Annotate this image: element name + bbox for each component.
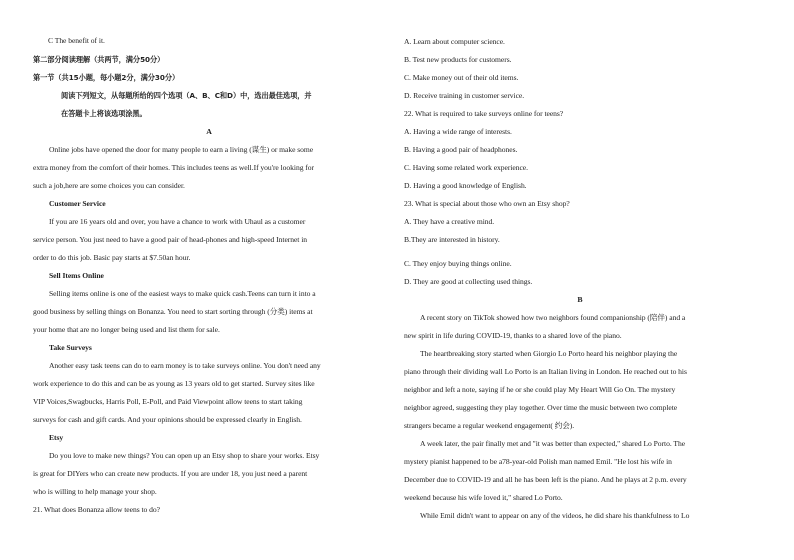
passage-b-paragraph-3-line: mystery pianist happened to be a78-year-old Polish man named Emil. "He lost his wife in [404,457,672,466]
section-one-heading: 第一节（共15小题，每小题2分，满分30分） [33,73,180,82]
q22-option-b: B. Having a good pair of headphones. [404,145,518,154]
passage-b-paragraph-2-line: strangers became a regular weekend engagement( 约会). [404,421,575,430]
take-surveys-line: surveys for cash and gift cards. And your opinions should be expressed clearly in English. [33,415,302,424]
customer-service-line: order to do this job. Basic pay starts at $7.50an hour. [33,253,191,262]
customer-service-line: service person. You just need to have a good pair of head-phones and high-speed Internet in [33,235,308,244]
q22-option-a: A. Having a wide range of interests. [404,127,512,136]
instruction-line-2: 在答题卡上将该选项涂黑。 [61,109,147,118]
take-surveys-line: Another easy task teens can do to earn money is to take surveys online. You don't need any [49,361,321,370]
passage-a-paragraph-1-line: such a job,here are some choices you can consider. [33,181,185,190]
sell-items-line: good business by selling things on Bonanza. You need to start sorting through (分类) items at [33,307,313,316]
passage-b-paragraph-3-line: A week later, the pair finally met and "it was better than expected," shared Lo Porto. The [420,439,686,448]
question-23: 23. What is special about those who own an Etsy shop? [404,199,570,208]
q21-option-b: B. Test new products for customers. [404,55,512,64]
passage-b-label: B [577,295,583,304]
heading-customer-service: Customer Service [49,199,106,208]
q21-option-a: A. Learn about computer science. [404,37,505,46]
etsy-line: who is willing to help manage your shop. [33,487,157,496]
etsy-line: is great for DIYers who can create new products. If you are under 18, you just need a parent [33,469,308,478]
passage-b-paragraph-1-line: A recent story on TikTok showed how two neighbors found companionship (陪伴) and a [420,313,686,322]
customer-service-line: If you are 16 years old and over, you have a chance to work with Uhaul as a customer [49,217,306,226]
passage-b-paragraph-2-line: neighbor and left a note, saying if he or she could play My Heart Will Go On. The mystery [404,385,676,394]
heading-take-surveys: Take Surveys [49,343,92,352]
passage-b-paragraph-2-line: The heartbreaking story started when Giorgio Lo Porto heard his neighbor playing the [420,349,678,358]
part-two-heading: 第二部分阅读理解（共两节，满分50分） [33,55,165,64]
passage-b-paragraph-2-line: neighbor agreed, suggesting they play together. Over time the music between two complete [404,403,678,412]
question-22: 22. What is required to take surveys online for teens? [404,109,564,118]
passage-b-paragraph-2-line: piano through their dividing wall Lo Porto is an Italian living in London. He reached out to his [404,367,687,376]
sell-items-line: Selling items online is one of the easiest ways to make quick cash.Teens can turn it into a [49,289,316,298]
take-surveys-line: work experience to do this and can be as young as 13 years old to get started. Survey sites like [33,379,315,388]
passage-a-paragraph-1-line: Online jobs have opened the door for many people to earn a living (谋生) or make some [49,145,314,154]
etsy-line: Do you love to make new things? You can open up an Etsy shop to share your works. Etsy [49,451,320,460]
q23-option-a: A. They have a creative mind. [404,217,495,226]
q22-option-c: C. Having some related work experience. [404,163,528,172]
passage-a-paragraph-1-line: extra money from the comfort of their homes. This includes teens as well.If you're looking for [33,163,315,172]
passage-a-label: A [206,127,212,136]
passage-b-paragraph-4-line: While Emil didn't want to appear on any of the videos, he did share his thankfulness to Lo [420,511,690,520]
instruction-line-1: 阅读下列短文，从每题所给的四个选项（A、B、C和D）中，选出最佳选项，并 [61,91,312,100]
q23-option-d: D. They are good at collecting used things. [404,277,533,286]
q23-option-b: B.They are interested in history. [404,235,500,244]
passage-b-paragraph-3-line: December due to COVID-19 and all he has been left is the piano. And he plays at 2 p.m. every [404,475,687,484]
q23-option-c: C. They enjoy buying things online. [404,259,512,268]
sell-items-line: your home that are no longer being used and list them for sale. [33,325,220,334]
option-c-previous: C The benefit of it. [48,36,105,45]
take-surveys-line: VIP Voices,Swagbucks, Harris Poll, E-Poll, and Paid Viewpoint allow teens to start taking [33,397,303,406]
question-21: 21. What does Bonanza allow teens to do? [33,505,160,514]
heading-etsy: Etsy [49,433,64,442]
q22-option-d: D. Having a good knowledge of English. [404,181,527,190]
q21-option-c: C. Make money out of their old items. [404,73,519,82]
passage-b-paragraph-1-line: new spirit in life during COVID-19, thanks to a shared love of the piano. [404,331,622,340]
heading-sell-items-online: Sell Items Online [49,271,104,280]
passage-b-paragraph-3-line: weekend because his wife loved it," shared Lo Porto. [404,493,563,502]
q21-option-d: D. Receive training in customer service. [404,91,525,100]
